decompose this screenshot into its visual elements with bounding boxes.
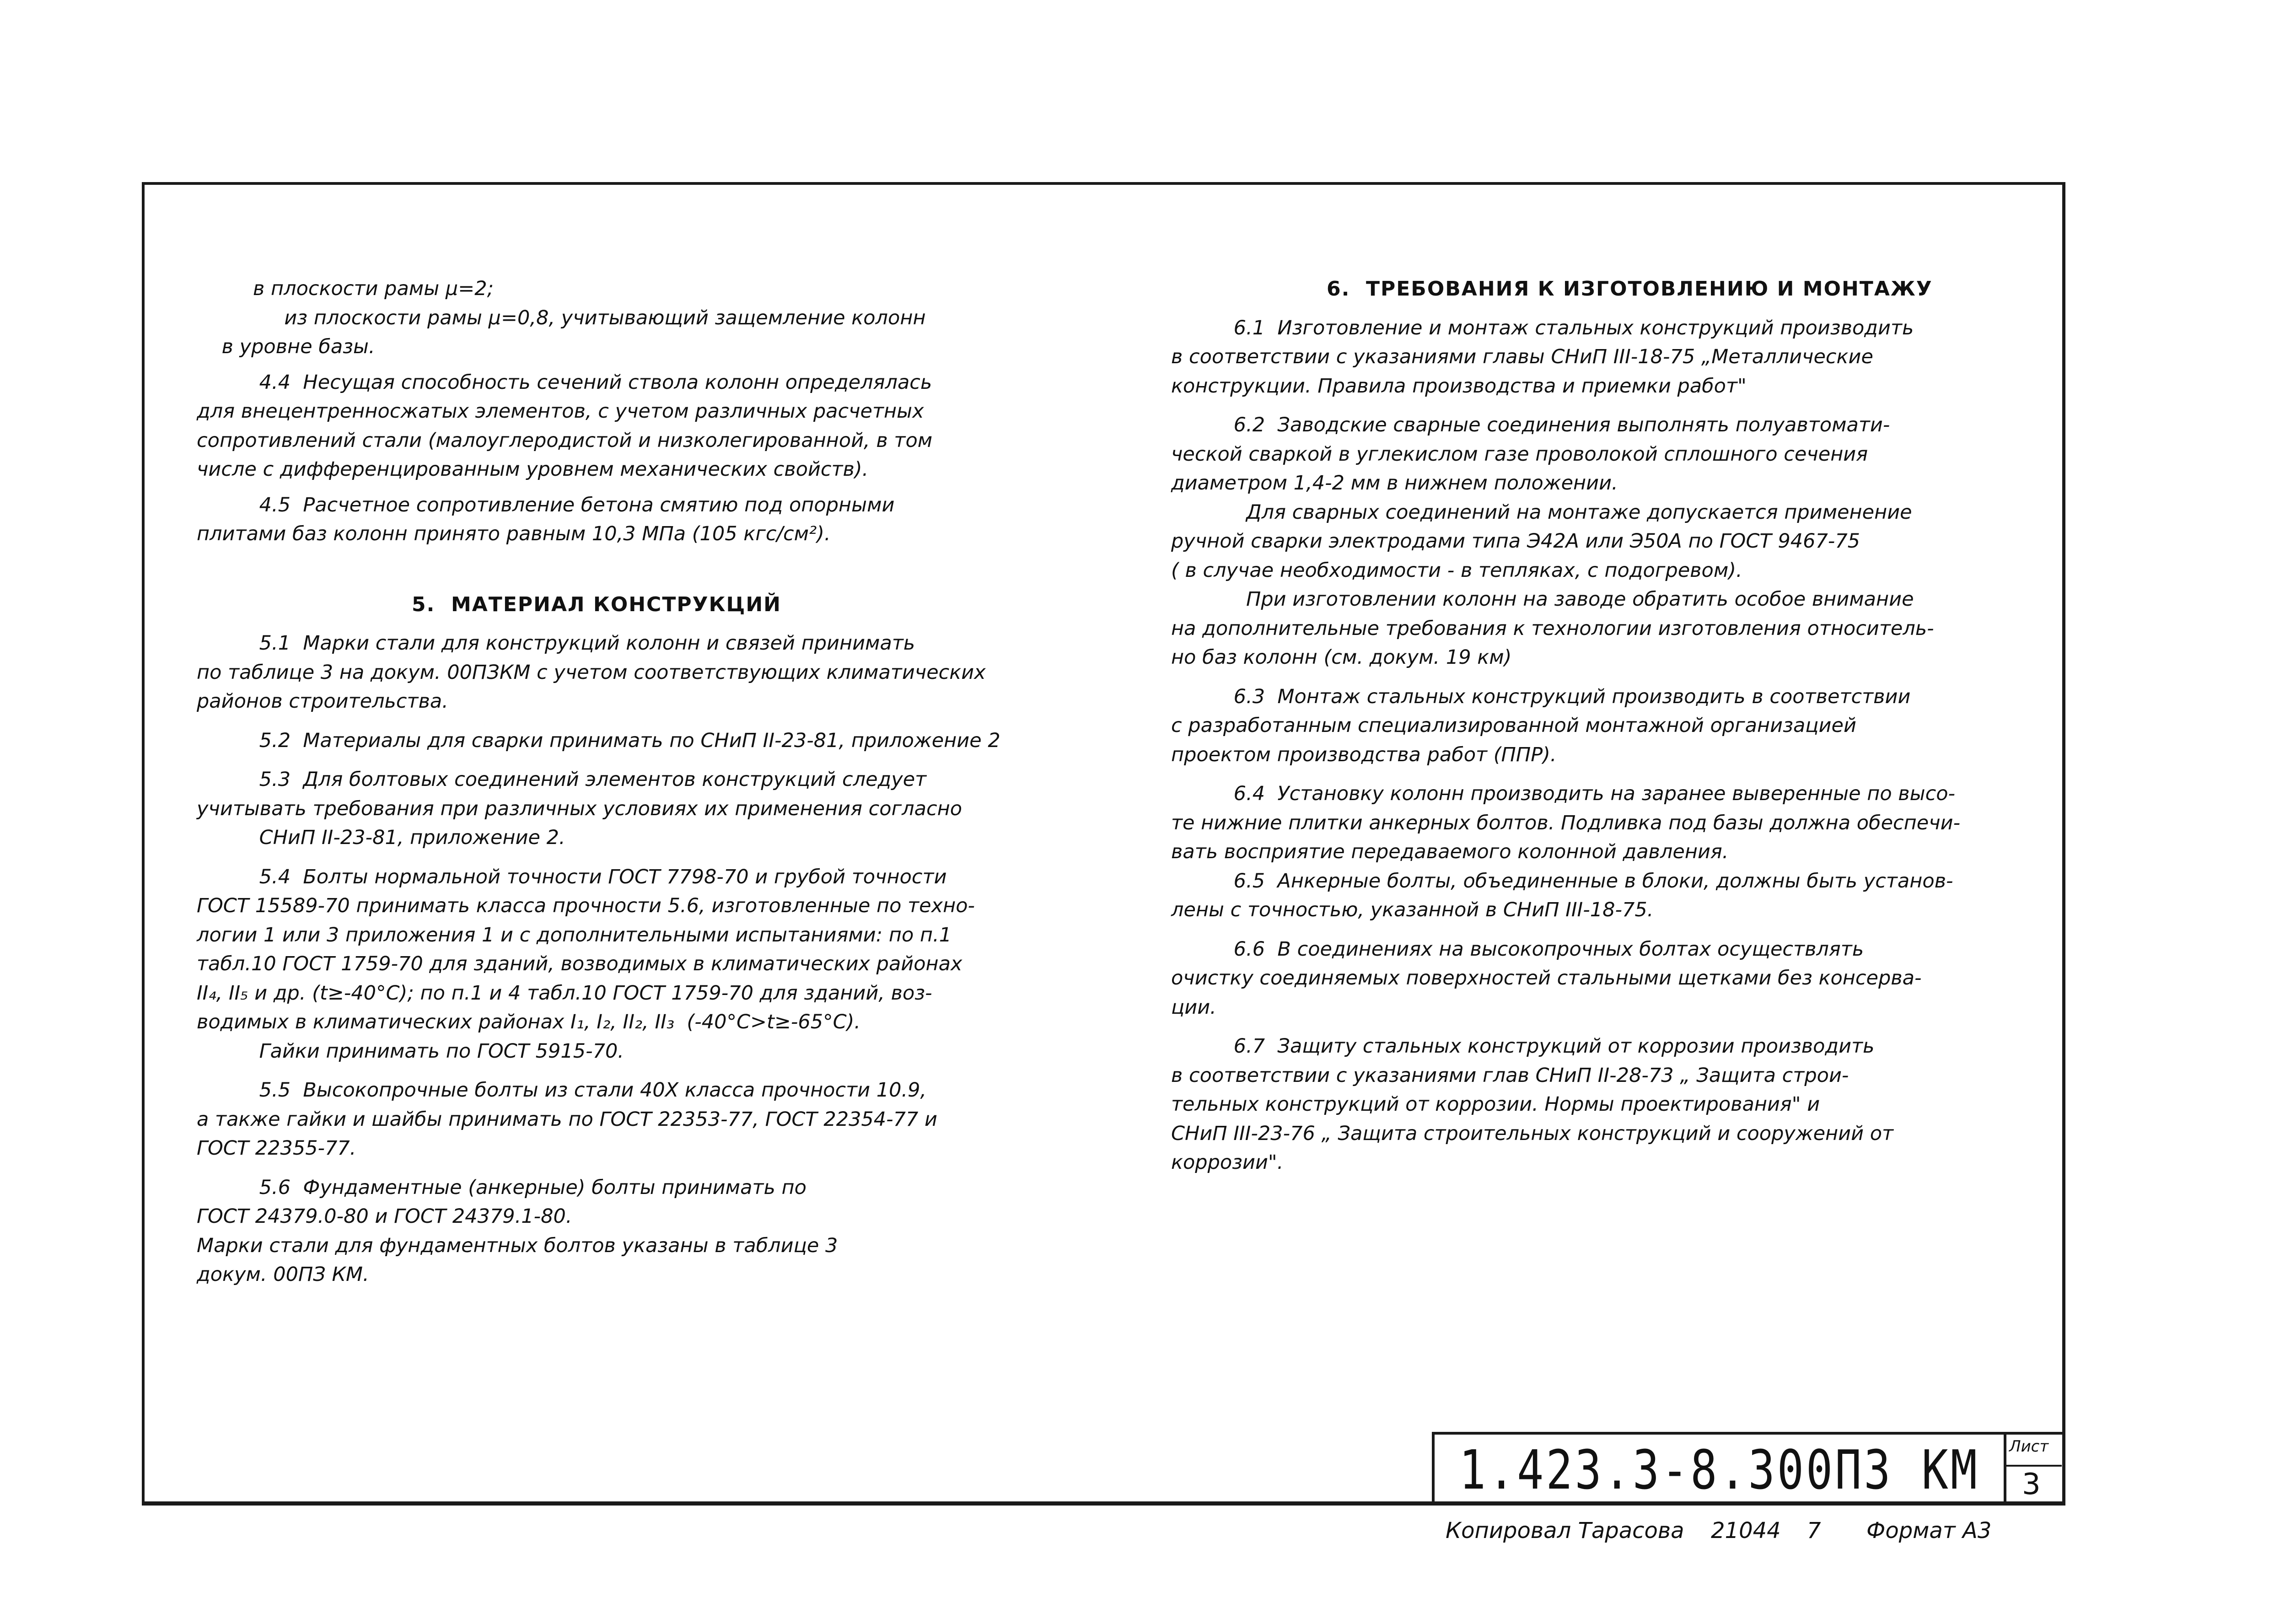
text-line: СНиП II-23-81, приложение 2. — [197, 826, 565, 849]
text-line: табл.10 ГОСТ 1759-70 для зданий, возводимых в климатических районах — [197, 952, 962, 975]
title-block — [1432, 1432, 2004, 1505]
text-line: районов строительства. — [197, 690, 448, 713]
text-line: Гайки принимать по ГОСТ 5915-70. — [197, 1039, 624, 1063]
text-line: 5.1 Марки стали для конструкций колонн и связей принимать — [197, 632, 915, 655]
text-line: 4.4 Несущая способность сечений ствола колонн определялась — [197, 371, 932, 394]
text-line: лены с точностью, указанной в СНиП III-18-75. — [1171, 898, 1654, 921]
text-line: очистку соединяемых поверхностей стальными щетками без консерва- — [1171, 967, 1922, 989]
text-line: При изготовлении колонн на заводе обратить особое внимание — [1171, 588, 1914, 611]
text-line: для внецентренносжатых элементов, с учетом различных расчетных — [197, 400, 924, 423]
text-line: диаметром 1,4-2 мм в нижнем положении. — [1171, 472, 1618, 495]
text-line: ГОСТ 15589-70 принимать класса прочности 5.6, изготовленные по техно- — [197, 894, 975, 917]
text-line: учитывать требования при различных условиях их применения согласно — [197, 797, 962, 820]
text-line: 5.2 Материалы для сварки принимать по СНиП II-23-81, приложение 2 — [197, 729, 1000, 752]
text-line: из плоскости рамы μ=0,8, учитывающий защемление колонн — [197, 306, 926, 329]
text-line: 6.3 Монтаж стальных конструкций производить в соответствии — [1171, 685, 1911, 708]
text-line: ( в случае необходимости - в тепляках, с подогревом). — [1171, 559, 1742, 582]
text-line: числе с дифференцированным уровнем механических свойств). — [197, 458, 869, 481]
text-line: но баз колонн (см. докум. 19 км) — [1171, 646, 1512, 669]
text-line: ручной сварки электродами типа Э42А или Э50А по ГОСТ 9467-75 — [1171, 530, 1860, 553]
text-line: водимых в климатических районах I₁, I₂, II₂, II₃ (-40°C>t≥-65°C). — [197, 1011, 861, 1033]
text-line: вать восприятие передаваемого колонной давления. — [1171, 840, 1729, 863]
copied-by: Копировал Тарасова — [1446, 1518, 1684, 1543]
text-line: на дополнительные требования к технологии изготовления относитель- — [1171, 617, 1934, 640]
text-line: 6.6 В соединениях на высокопрочных болтах осуществлять — [1171, 937, 1864, 961]
section-5-heading: 5. МАТЕРИАЛ КОНСТРУКЦИЙ — [412, 592, 781, 616]
text-line: 6.5 Анкерные болты, объединенные в блоки, должны быть установ- — [1171, 869, 1953, 893]
left-column — [197, 274, 1000, 1290]
text-line: ГОСТ 22355-77. — [197, 1137, 356, 1160]
text-line: докум. 00ПЗ КМ. — [197, 1263, 369, 1286]
text-line: 5.3 Для болтовых соединений элементов конструкций следует — [197, 768, 927, 791]
text-line: ческой сваркой в углекислом газе проволокой сплошного сечения — [1171, 442, 1868, 466]
text-line: в уровне базы. — [197, 335, 375, 358]
text-line: в соответствии с указаниями главы СНиП III-18-75 „Металлические — [1171, 345, 1873, 368]
text-line: 5.6 Фундаментные (анкерные) болты принимать по — [197, 1176, 806, 1199]
text-line: в соответствии с указаниями глав СНиП II-28-73 „ Защита строи- — [1171, 1064, 1849, 1087]
document-code: 1.423.3-8.300ПЗ КМ — [1459, 1438, 1979, 1501]
right-column — [1171, 274, 1960, 1178]
text-line: СНиП III-23-76 „ Защита строительных конструкций и сооружений от — [1171, 1122, 1894, 1145]
text-line: 6.1 Изготовление и монтаж стальных конструкций производить — [1171, 316, 1914, 339]
sheet-number: 3 — [2022, 1468, 2041, 1501]
format-label: Формат А3 — [1866, 1518, 1992, 1543]
text-line: коррозии". — [1171, 1151, 1284, 1174]
text-line: 4.5 Расчетное сопротивление бетона смятию под опорными — [197, 493, 895, 516]
text-line: Марки стали для фундаментных болтов указаны в таблице 3 — [197, 1234, 838, 1257]
text-line: логии 1 или 3 приложения 1 и с дополнительными испытаниями: по п.1 — [197, 923, 952, 946]
text-line: проектом производства работ (ППР). — [1171, 743, 1557, 766]
text-line: тельных конструкций от коррозии. Нормы проектирования" и — [1171, 1093, 1820, 1116]
section-6-heading: 6. ТРЕБОВАНИЯ К ИЗГОТОВЛЕНИЮ И МОНТАЖУ — [1327, 277, 1933, 301]
text-line: 6.2 Заводские сварные соединения выполнять полуавтомати- — [1171, 414, 1890, 436]
text-line: ГОСТ 24379.0-80 и ГОСТ 24379.1-80. — [197, 1205, 572, 1228]
text-line: 5.4 Болты нормальной точности ГОСТ 7798-70 и грубой точности — [197, 865, 947, 888]
text-line: те нижние плитки анкерных болтов. Подливка под базы должна обеспечи- — [1171, 811, 1961, 834]
text-line: II₄, II₅ и др. (t≥-40°C); по п.1 и 4 табл.10 ГОСТ 1759-70 для зданий, воз- — [197, 981, 932, 1005]
sheet-label: Лист — [2009, 1437, 2049, 1456]
text-line: плитами баз колонн принято равным 10,3 МПа (105 кгс/см²). — [197, 522, 831, 545]
text-line: ции. — [1171, 995, 1216, 1019]
sheet-divider — [2006, 1465, 2062, 1467]
text-line: с разработанным специализированной монтажной организацией — [1171, 714, 1856, 737]
text-line: конструкции. Правила производства и приемки работ" — [1171, 374, 1747, 398]
text-line: 6.4 Установку колонн производить на заранее выверенные по высо- — [1171, 782, 1956, 805]
text-line: 5.5 Высокопрочные болты из стали 40Х класса прочности 10.9, — [197, 1079, 927, 1102]
text-line: 6.7 Защиту стальных конструкций от коррозии производить — [1171, 1035, 1875, 1058]
text-line: в плоскости рамы μ=2; — [197, 277, 494, 300]
footer-number: 7 — [1807, 1518, 1821, 1543]
text-line: сопротивлений стали (малоуглеродистой и низколегированной, в том — [197, 429, 933, 452]
text-line: по таблице 3 на докум. 00ПЗКМ с учетом соответствующих климатических — [197, 661, 986, 684]
text-line: Для сварных соединений на монтаже допускается применение — [1171, 500, 1912, 524]
order-number: 21044 — [1711, 1518, 1781, 1543]
text-line: а также гайки и шайбы принимать по ГОСТ 22353-77, ГОСТ 22354-77 и — [197, 1108, 937, 1131]
